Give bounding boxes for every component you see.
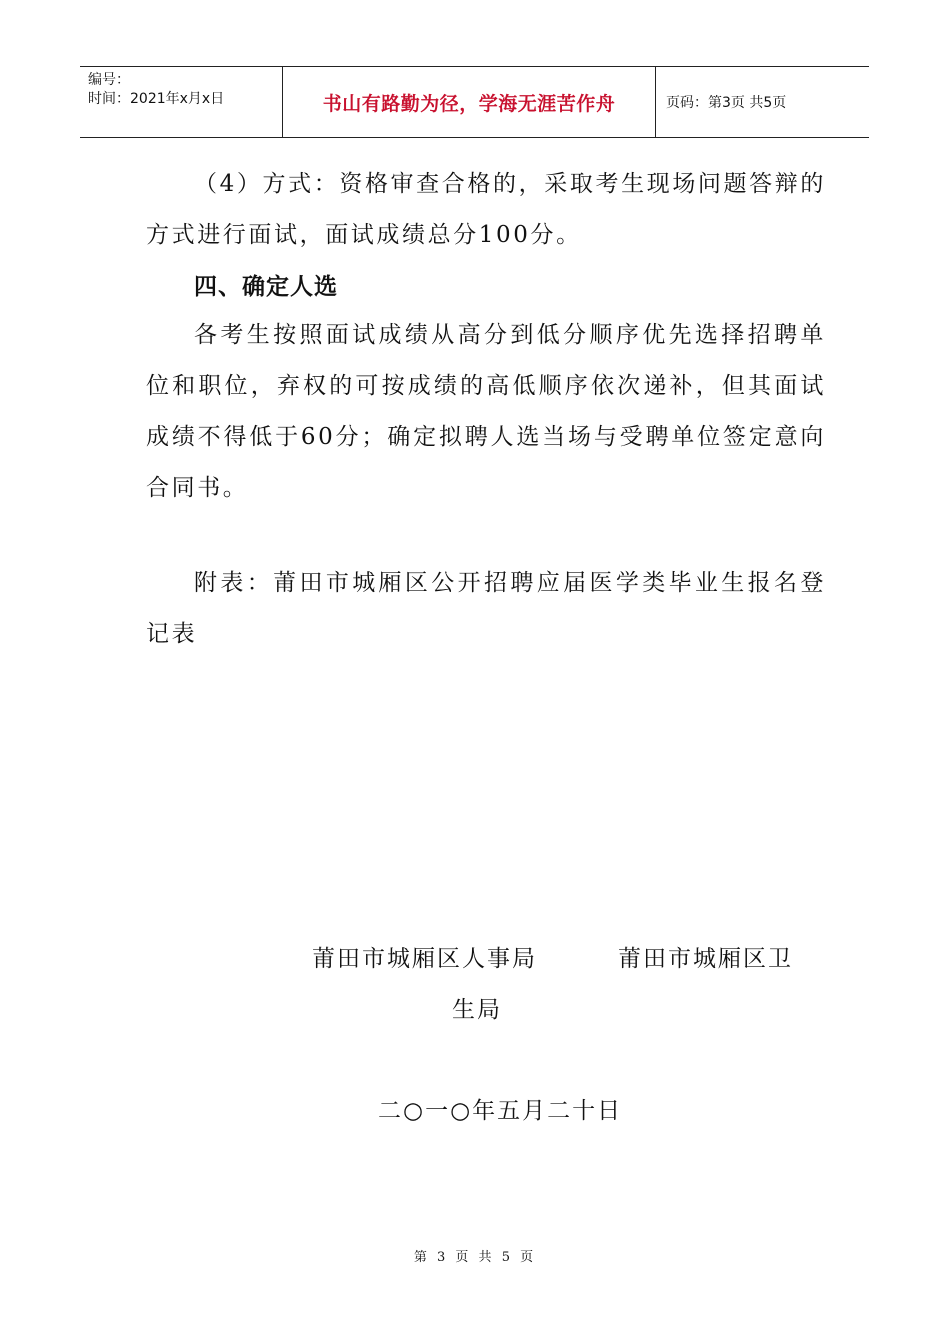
signature-org-2-continued: 生局 bbox=[452, 997, 502, 1023]
page-footer: 第 3 页 共 5 页 bbox=[413, 1250, 537, 1265]
signature-date: 二○一○年五月二十日 bbox=[378, 1098, 623, 1124]
signature-org-2: 莆田市城厢区卫 bbox=[618, 946, 793, 972]
selection-paragraph: 各考生按照面试成绩从高分到低分顺序优先选择招聘单位和职位，弃权的可按成绩的高低顺序依次递补，但其面试成绩不得低于60分；确定拟聘人选当场与受聘单位签定意向合同书。 bbox=[146, 322, 826, 501]
header-motto: 书山有路勤为径，学海无涯苦作舟 bbox=[282, 67, 656, 137]
signature-org-1: 莆田市城厢区人事局 bbox=[312, 946, 537, 972]
attachment-paragraph: 附表：莆田市城厢区公开招聘应届医学类毕业生报名登记表 bbox=[146, 570, 826, 647]
method-paragraph: （4）方式：资格审查合格的，采取考生现场问题答辩的方式进行面试，面试成绩总分100分。 bbox=[146, 171, 826, 248]
time-label: 时间：2021年x月x日 bbox=[88, 91, 225, 107]
header-meta bbox=[80, 67, 282, 137]
number-label: 编号： bbox=[88, 72, 130, 88]
section-heading: 四、确定人选 bbox=[194, 274, 338, 300]
header-page-info: 页码：第3页 共5页 bbox=[666, 95, 787, 111]
document-header bbox=[80, 66, 869, 138]
